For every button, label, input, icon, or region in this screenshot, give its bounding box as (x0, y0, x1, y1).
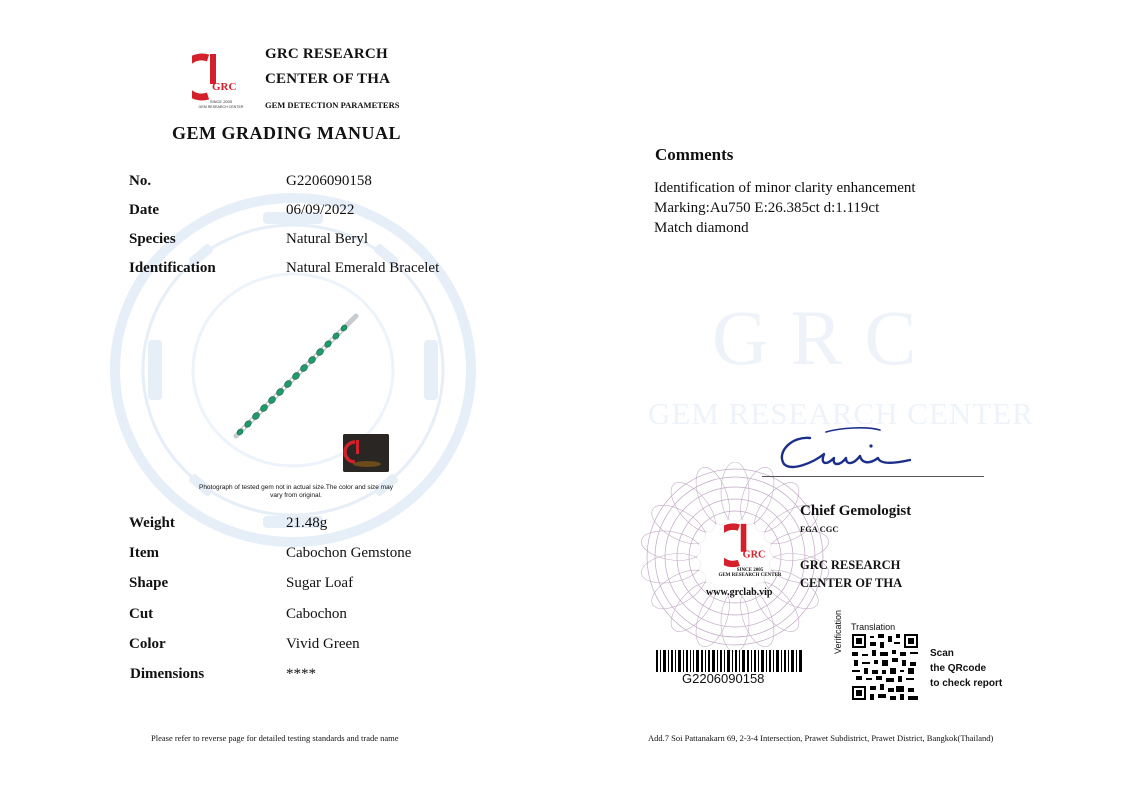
field-label-species: Species (129, 231, 176, 247)
signature-line (762, 476, 984, 477)
barcode-number: G2206090158 (682, 671, 765, 686)
translation-label: Translation (851, 622, 896, 632)
field-value-species: Natural Beryl (286, 231, 369, 247)
scan-instructions (930, 646, 1002, 691)
field-label-color: Color (129, 636, 166, 652)
website-text: www.grclab.vip (706, 587, 773, 598)
signatory-org-line1: GRC RESEARCH (800, 558, 901, 572)
field-value-color: Vivid Green (286, 636, 360, 652)
field-value-dimensions: **** (286, 666, 316, 682)
field-value-weight: 21.48g (286, 515, 328, 531)
seal-logo-text: GRC (742, 549, 766, 561)
seal-since-text (690, 568, 810, 578)
barcode (656, 650, 802, 672)
logo-since: SINCE 2005 (209, 99, 233, 104)
scan-line-1: Scan (930, 648, 954, 659)
field-value-cut: Cabochon (286, 606, 347, 622)
logo-thumbnail (343, 434, 389, 472)
field-value-item: Cabochon Gemstone (286, 545, 412, 561)
grc-logo (192, 52, 250, 110)
seal-center: GEM RESEARCH CENTER (718, 573, 782, 578)
footer-address: Add.7 Soi Pattanakarn 69, 2-3-4 Intersection, Prawet Subdistrict, Prawet District, Bangkok(Thailand) (648, 733, 994, 743)
seal-since: SINCE 2005 (736, 568, 764, 573)
photo-disclaimer: Photograph of tested gem not in actual size.The color and size may vary from original. (198, 484, 394, 499)
comment-line-2: Marking:Au750 E:26.385ct d:1.119ct (654, 200, 880, 216)
signatory-credentials: FGA CGC (800, 524, 839, 534)
signature (770, 420, 915, 475)
signatory-title: Chief Gemologist (800, 503, 912, 519)
scan-line-2: the QRcode (930, 663, 987, 674)
document-title: GEM GRADING MANUAL (172, 123, 401, 143)
brand-name-line1: GRC RESEARCH (265, 46, 388, 62)
qr-code[interactable] (852, 634, 918, 700)
field-label-identification: Identification (129, 260, 216, 276)
signatory-org-line2: CENTER OF THA (800, 576, 903, 590)
field-value-date: 06/09/2022 (286, 202, 355, 218)
field-value-number: G2206090158 (286, 173, 372, 189)
footer-note: Please refer to reverse page for detailed testing standards and trade name (151, 733, 399, 743)
watermark-grc: GRC (712, 294, 939, 381)
comments-heading: Comments (655, 145, 734, 164)
gem-photo (226, 308, 366, 448)
logo-text: GRC (212, 81, 237, 93)
field-label-date: Date (129, 202, 159, 218)
comment-line-3: Match diamond (654, 220, 749, 236)
field-value-shape: Sugar Loaf (286, 575, 354, 591)
comment-line-1: Identification of minor clarity enhancement (654, 180, 916, 196)
field-label-weight: Weight (129, 515, 175, 531)
field-label-dimensions: Dimensions (130, 666, 205, 682)
field-label-number: No. (129, 173, 152, 189)
scan-line-3: to check report (930, 678, 1003, 689)
watermark-gem-research-center: GEM RESEARCH CENTER (648, 396, 1034, 431)
field-label-cut: Cut (129, 606, 154, 622)
field-label-item: Item (129, 545, 159, 561)
verification-label: Verification (833, 609, 843, 654)
field-value-identification: Natural Emerald Bracelet (286, 260, 440, 276)
field-label-shape: Shape (129, 575, 169, 591)
brand-subtitle: GEM DETECTION PARAMETERS (265, 100, 400, 110)
logo-center: GEM RESEARCH CENTER (198, 105, 244, 109)
brand-name-line2: CENTER OF THA (265, 71, 391, 87)
